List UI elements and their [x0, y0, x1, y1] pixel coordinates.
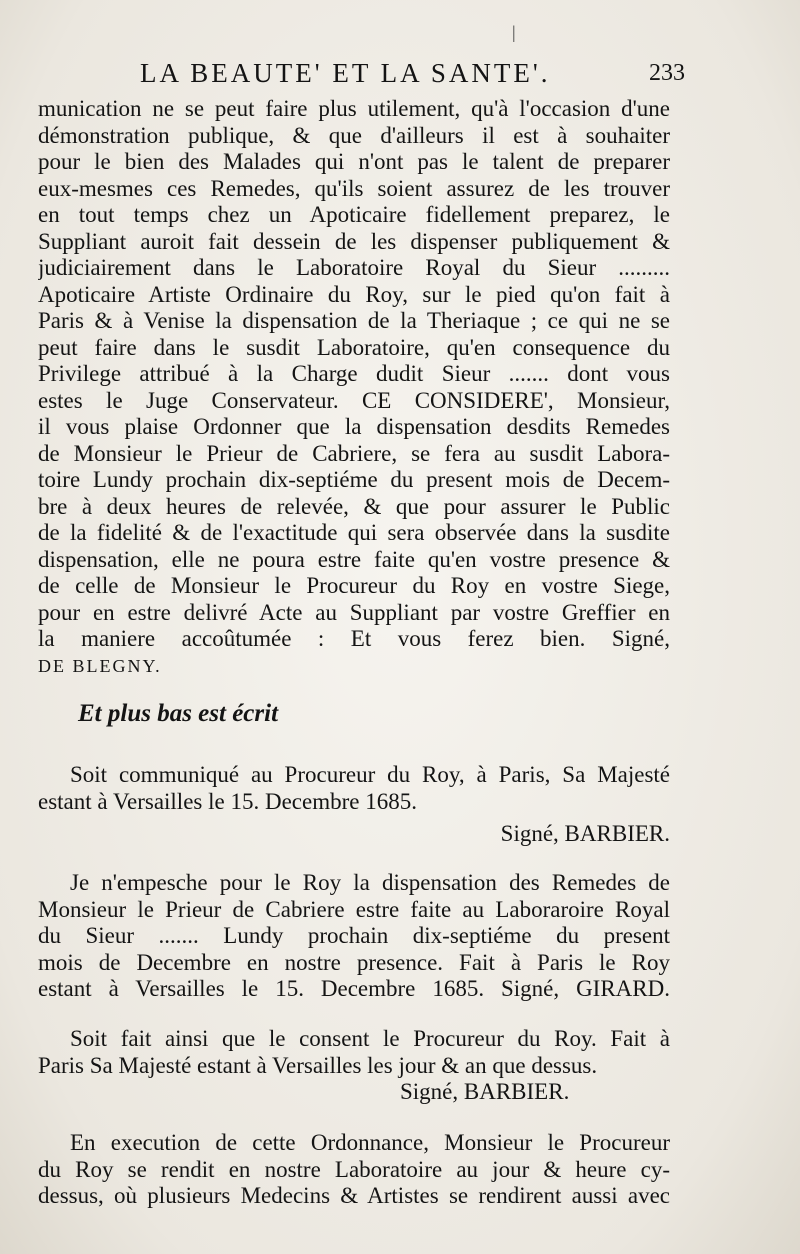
signature-barbier: Signé, BARBIER.: [500, 821, 670, 846]
corner-mark: |: [512, 22, 516, 42]
text-line: mois de Decembre en nostre presence. Fait à Paris le Roy: [38, 949, 670, 975]
text-line: Je n'empesche pour le Roy la dispensation des Remedes de: [70, 870, 670, 895]
procureur-paragraph: [38, 870, 670, 1003]
text-line: en tout temps chez un Apoticaire fidellement preparez, le: [38, 202, 670, 227]
text-line: de celle de Monsieur le Procureur du Roy en vostre Siege,: [38, 573, 670, 598]
text-line: munication ne se peut faire plus utilement, qu'à l'occasion d'une: [38, 96, 670, 121]
header-title: LA BEAUTE' ET LA SANTE'.: [140, 58, 551, 88]
execution-order-paragraph: [38, 1026, 670, 1106]
text-line: de la fidelité & de l'exactitude qui sera observée dans la susdite: [38, 520, 670, 545]
text-line: la maniere accoûtumée : Et vous ferez bien. Signé,: [38, 626, 670, 651]
text-line: pour en estre delivré Acte au Suppliant par vostre Greffier en: [38, 599, 670, 625]
text-line: bre à deux heures de relevée, & que pour assurer le Public: [38, 493, 670, 519]
text-line: peut faire dans le susdit Laboratoire, qu'en consequence du: [38, 334, 670, 360]
order-paragraph: [38, 762, 670, 848]
text-line: du Sieur ....... Lundy prochain dix-septiéme du present: [38, 923, 670, 948]
signature-barbier-2: Signé, BARBIER.: [400, 1079, 570, 1104]
text-line: estant à Versailles le 15. Decembre 1685.: [38, 788, 417, 814]
running-header: [140, 58, 685, 96]
text-line: démonstration publique, & que d'ailleurs il est à souhaiter: [38, 122, 670, 148]
text-line: eux-mesmes ces Remedes, qu'ils soient assurez de les trouver: [38, 175, 670, 201]
text-line: Monsieur le Prieur de Cabriere estre faite au Laborаroire Royal: [38, 896, 670, 922]
subheading: Et plus bas est écrit: [78, 700, 279, 727]
text-line: Privilege attribué à la Charge dudit Sieur ....... dont vous: [38, 361, 670, 386]
text-line: estant à Versailles le 15. Decembre 1685. Signé, GIRARD.: [38, 976, 670, 1001]
text-line: Paris Sa Majesté estant à Versailles les jour & an que dessus.: [38, 1052, 598, 1078]
text-line: du Roy se rendit en nostre Laboratoire au jour & heure cy-: [38, 1156, 670, 1182]
execution-paragraph: [38, 1130, 670, 1210]
petition-paragraph: [38, 96, 670, 679]
text-line: Soit communiqué au Procureur du Roy, à Paris, Sa Majesté: [70, 762, 670, 787]
text-line: il vous plaise Ordonner que la dispensation desdits Remedes: [38, 414, 670, 439]
text-line: toire Lundy prochain dix-septiéme du present mois de Decem-: [38, 467, 670, 492]
page-number: 233: [649, 60, 685, 86]
text-line: dispensation, elle ne poura estre faite qu'en vostre presence &: [38, 546, 670, 572]
text-line: de Monsieur le Prieur de Cabriere, se fera au susdit Labora-: [38, 440, 670, 466]
text-line: pour le bien des Malades qui n'ont pas le talent de preparer: [38, 149, 670, 174]
text-line: Apoticaire Artiste Ordinaire du Roy, sur le pied qu'on fait à: [38, 281, 670, 307]
text-line: En execution de cette Ordonnance, Monsieur le Procureur: [70, 1130, 670, 1155]
text-line: estes le Juge Conservateur. CE CONSIDERE', Monsieur,: [38, 387, 670, 413]
text-line: Suppliant auroit fait dessein de les dispenser publiquement &: [38, 228, 670, 254]
text-line: judiciairement dans le Laboratoire Royal du Sieur .........: [38, 255, 670, 280]
text-line: Soit fait ainsi que le consent le Procureur du Roy. Fait à: [70, 1026, 670, 1051]
text-line: Paris & à Venise la dispensation de la Theriaque ; ce qui ne se: [38, 308, 670, 333]
text-line: dessus, où plusieurs Medecins & Artistes se rendirent aussi avec: [38, 1183, 670, 1208]
signature-de-blegny: DE BLEGNY.: [38, 655, 162, 676]
